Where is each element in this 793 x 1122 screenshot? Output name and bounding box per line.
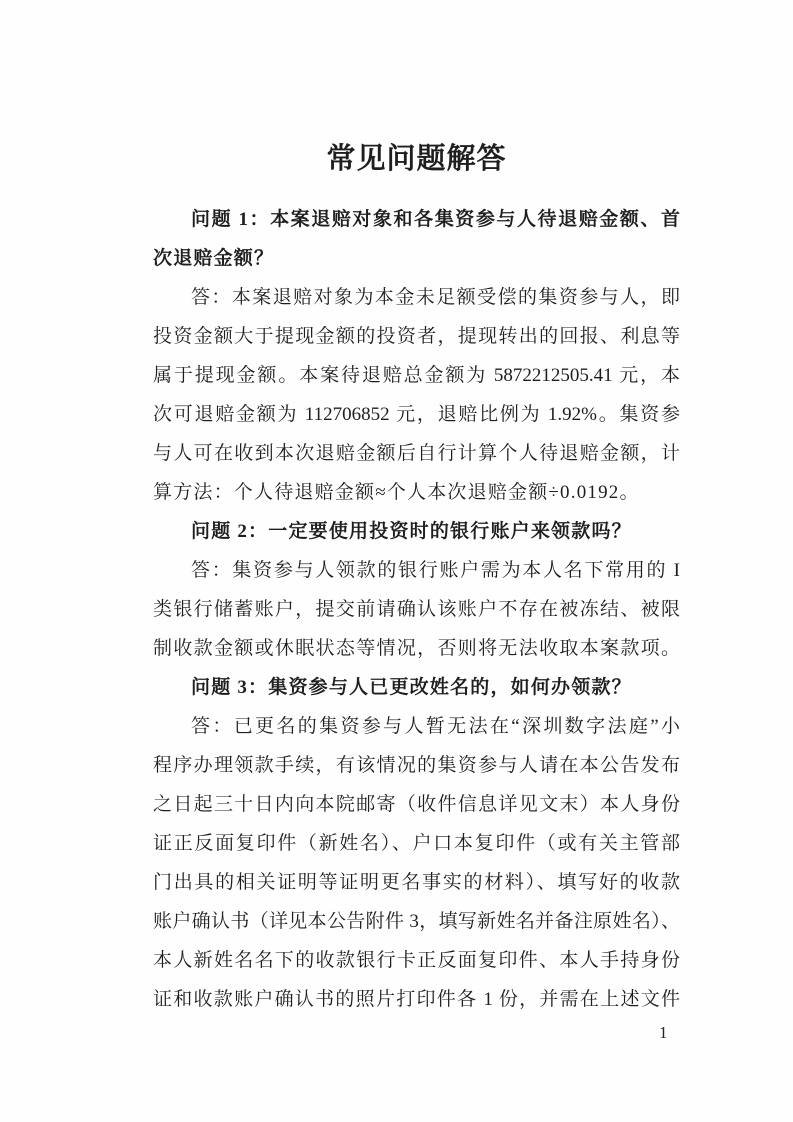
document-title: 常见问题解答	[326, 143, 507, 176]
text-line: 证和收款账户确认书的照片打印件各 1 份，并需在上述文件	[153, 989, 680, 1010]
answer-paragraph	[153, 278, 680, 512]
text-line: 算方法：个人待退赔金额≈个人本次退赔金额÷0.0192。	[153, 482, 640, 503]
text-line: 账户确认书（详见本公告附件 3，填写新姓名并备注原姓名）、	[153, 911, 680, 932]
text-line: 类银行储蓄账户，提交前请确认该账户不存在被冻结、被限	[153, 599, 680, 620]
document-body	[153, 200, 680, 1019]
question-paragraph	[153, 200, 680, 278]
answer-paragraph	[153, 551, 680, 668]
text-line: 答：已更名的集资参与人暂无法在“深圳数字法庭”小	[191, 716, 680, 737]
text-line: 属于提现金额。本案待退赔总金额为 5872212505.41 元，本	[153, 365, 680, 386]
text-line: 答：集资参与人领款的银行账户需为本人名下常用的 I	[191, 560, 680, 581]
text-line: 问题 2：一定要使用投资时的银行账户来领款吗？	[191, 521, 632, 542]
text-line: 投资金额大于提现金额的投资者，提现转出的回报、利息等	[153, 326, 680, 347]
text-line: 次退赔金额？	[153, 248, 275, 269]
text-line: 本人新姓名名下的收款银行卡正反面复印件、本人手持身份	[153, 950, 680, 971]
text-line: 制收款金额或休眠状态等情况，否则将无法收取本案款项。	[153, 638, 680, 659]
text-line: 程序办理领款手续，有该情况的集资参与人请在本公告发布	[153, 755, 680, 776]
text-line: 答：本案退赔对象为本金未足额受偿的集资参与人，即	[191, 287, 680, 308]
text-line: 门出具的相关证明等证明更名事实的材料）、填写好的收款	[153, 872, 680, 893]
question-paragraph	[153, 512, 680, 551]
answer-paragraph	[153, 707, 680, 1019]
text-line: 次可退赔金额为 112706852 元，退赔比例为 1.92%。集资参	[153, 404, 680, 425]
question-paragraph	[153, 668, 680, 707]
text-line: 问题 1：本案退赔对象和各集资参与人待退赔金额、首	[191, 209, 680, 230]
page-number: 1	[659, 1023, 668, 1042]
text-line: 证正反面复印件（新姓名）、户口本复印件（或有关主管部	[153, 833, 680, 854]
text-line: 问题 3：集资参与人已更改姓名的，如何办领款？	[191, 677, 632, 698]
text-line: 之日起三十日内向本院邮寄（收件信息详见文末）本人身份	[153, 794, 680, 815]
text-line: 与人可在收到本次退赔金额后自行计算个人待退赔金额，计	[153, 443, 680, 464]
